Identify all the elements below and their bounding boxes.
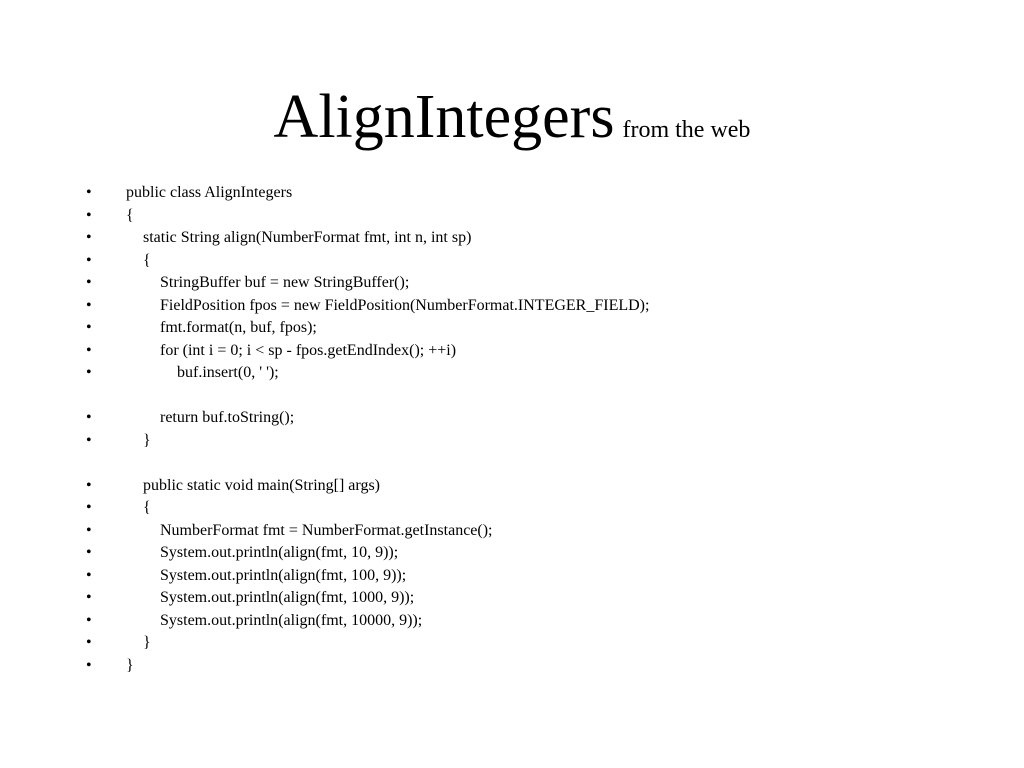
code-line-text: public class AlignIntegers	[126, 184, 293, 201]
code-line	[0, 205, 1024, 228]
code-line	[0, 272, 1024, 295]
bullet-icon: •	[86, 521, 92, 539]
code-line	[0, 227, 1024, 250]
code-line	[0, 250, 1024, 273]
bullet-icon: •	[86, 296, 92, 314]
code-bullet-list	[0, 182, 1024, 677]
code-line-text: }	[143, 431, 151, 449]
bullet-icon: •	[86, 229, 92, 246]
code-line-text: }	[126, 656, 134, 674]
code-line-text: {	[126, 206, 134, 224]
bullet-icon: •	[86, 499, 92, 516]
code-line	[0, 407, 1024, 430]
bullet-icon: •	[86, 566, 92, 584]
code-line-text: return buf.toString();	[160, 409, 295, 426]
bullet-icon: •	[86, 184, 92, 201]
bullet-icon: •	[86, 341, 92, 359]
bullet-icon: •	[86, 476, 92, 494]
bullet-icon: •	[86, 251, 92, 269]
code-line	[0, 362, 1024, 385]
code-line	[0, 430, 1024, 453]
code-line-text: buf.insert(0, ' ');	[177, 364, 279, 381]
code-line-text: static String align(NumberFormat fmt, int n, int sp)	[143, 229, 472, 246]
code-line	[0, 317, 1024, 340]
bullet-icon: •	[86, 611, 92, 629]
code-line-text: }	[143, 634, 151, 651]
bullet-icon: •	[86, 319, 92, 336]
code-line	[0, 565, 1024, 588]
code-line-text: {	[143, 499, 151, 516]
code-line	[0, 475, 1024, 498]
bullet-icon: •	[86, 274, 92, 291]
code-line	[0, 182, 1024, 205]
code-line-text: public static void main(String[] args)	[143, 476, 380, 494]
code-line-text: StringBuffer buf = new StringBuffer();	[160, 274, 410, 291]
code-line	[0, 587, 1024, 610]
slide-title	[0, 83, 1024, 151]
bullet-icon: •	[86, 544, 92, 561]
code-line	[0, 610, 1024, 633]
code-line-text: System.out.println(align(fmt, 10000, 9));	[160, 611, 423, 629]
bullet-icon: •	[86, 206, 92, 224]
code-line-text: System.out.println(align(fmt, 1000, 9));	[160, 589, 415, 606]
code-line-text: fmt.format(n, buf, fpos);	[160, 319, 317, 336]
bullet-icon: •	[86, 409, 92, 426]
bullet-icon: •	[86, 589, 92, 606]
code-line-text: FieldPosition fpos = new FieldPosition(NumberFormat.INTEGER_FIELD);	[160, 296, 650, 314]
title-text: AlignIntegers	[273, 83, 615, 151]
code-line	[0, 655, 1024, 678]
code-line	[0, 340, 1024, 363]
bullet-icon: •	[86, 656, 92, 674]
code-line	[0, 542, 1024, 565]
code-line-text: {	[143, 251, 151, 269]
bullet-icon: •	[86, 364, 92, 381]
code-line	[0, 295, 1024, 318]
code-line	[0, 497, 1024, 520]
code-line-text: NumberFormat fmt = NumberFormat.getInstance();	[160, 521, 493, 539]
code-line	[0, 520, 1024, 543]
title-subtitle: from the web	[622, 117, 751, 143]
code-line-text: System.out.println(align(fmt, 10, 9));	[160, 544, 399, 561]
code-line	[0, 632, 1024, 655]
bullet-icon: •	[86, 634, 92, 651]
code-line-text: System.out.println(align(fmt, 100, 9));	[160, 566, 407, 584]
code-line-text: for (int i = 0; i < sp - fpos.getEndIndex(); ++i)	[160, 341, 457, 359]
bullet-icon: •	[86, 431, 92, 449]
